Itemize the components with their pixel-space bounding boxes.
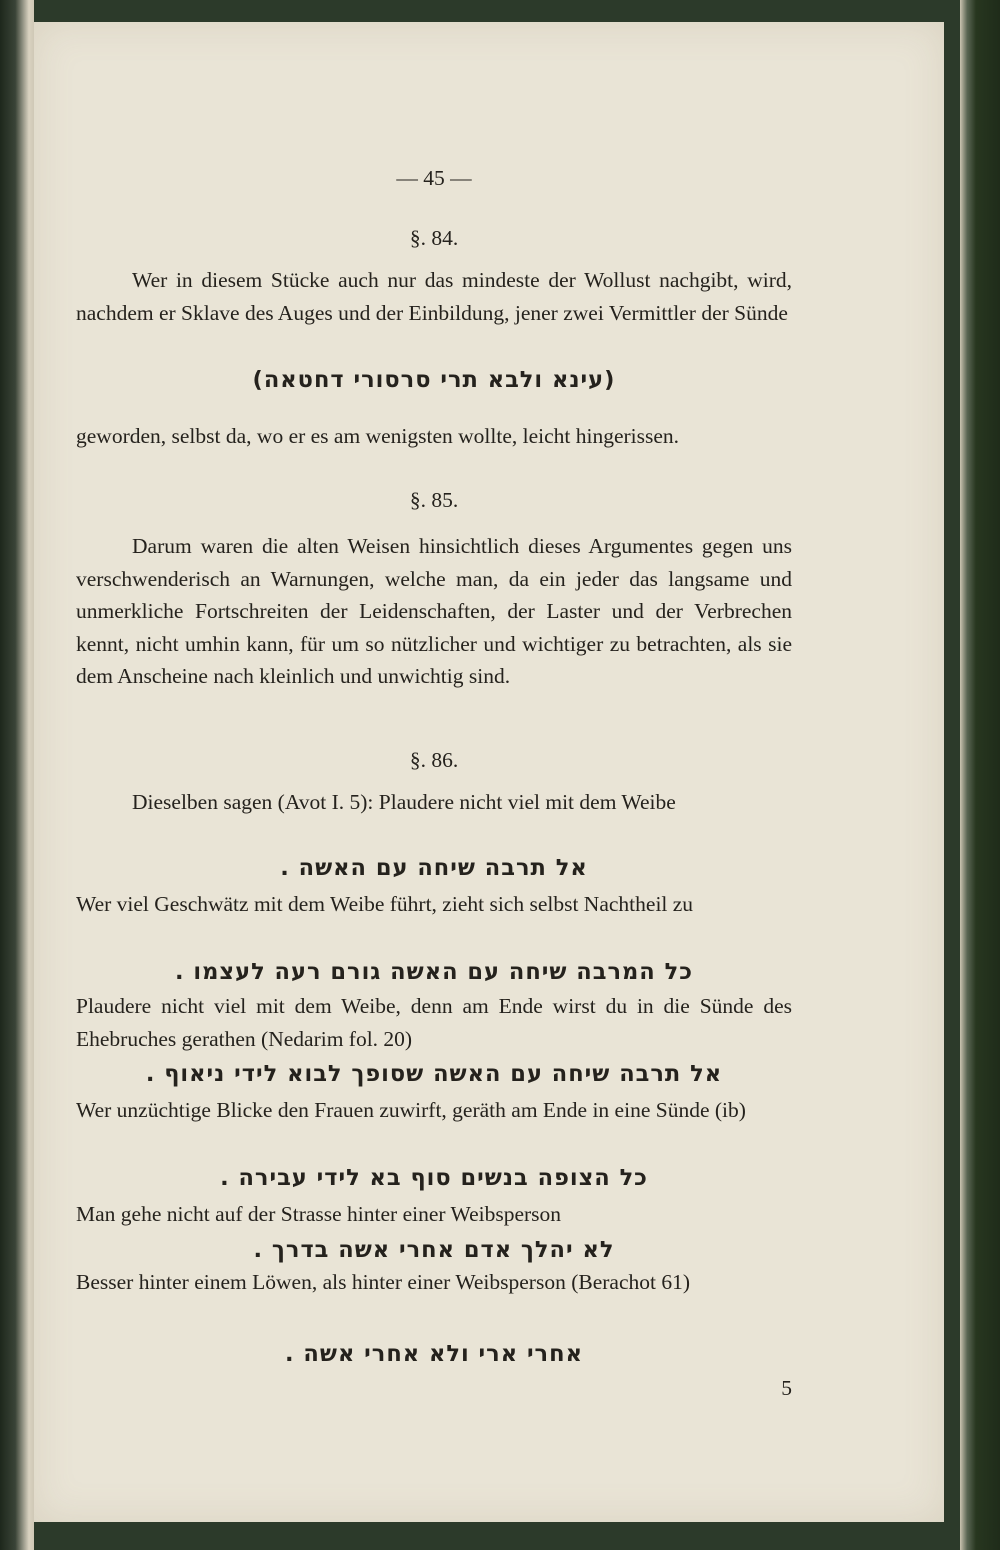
hebrew-quote-4: כל הצופה בנשים סוף בא לידי עבירה . — [220, 1165, 648, 1191]
hebrew-quote-1: אל תרבה שיחה עם האשה . — [280, 855, 588, 881]
book-spine-left — [0, 0, 34, 1550]
signature-mark: 5 — [781, 1376, 792, 1400]
hebrew-quote-6: אחרי ארי ולא אחרי אשה . — [285, 1341, 583, 1367]
section-84-hebrew-quote — [76, 364, 792, 397]
hebrew-quote-2: כל המרבה שיחה עם האשה גורם רעה לעצמו . — [175, 959, 693, 985]
translation-5: Besser hinter einem Löwen, als hinter einer Weibsperson (Berachot 61) — [76, 1270, 691, 1294]
book-cover-right — [960, 0, 1000, 1550]
page-number: — 45 — — [396, 166, 472, 190]
hebrew-quote-5: לא יהלך אדם אחרי אשה בדרך . — [253, 1237, 615, 1263]
section-heading-85: §. 85. — [409, 488, 459, 512]
translation-1: Wer viel Geschwätz mit dem Weibe führt, zieht sich selbst Nachtheil zu — [76, 892, 694, 916]
hebrew-quote-3: אל תרבה שיחה עם האשה שסופך לבוא לידי ניאוף . — [145, 1061, 723, 1087]
section-86-intro: Dieselben sagen (Avot I. 5): Plaudere nicht viel mit dem Weibe — [132, 790, 676, 814]
book-page — [34, 22, 944, 1522]
translation-4: Man gehe nicht auf der Strasse hinter einer Weibsperson — [76, 1202, 562, 1226]
section-heading-86: §. 86. — [409, 748, 459, 772]
section-84-paragraph-2: geworden, selbst da, wo er es am wenigsten wollte, leicht hingerissen. — [76, 424, 680, 448]
section-84-paragraph-1: Wer in diesem Stücke auch nur das mindeste der Wollust nachgibt, wird, nachdem er Sklave des Auges und der Einbildung, jener zwei Vermittler der Sünde — [76, 268, 792, 325]
translation-2: Plaudere nicht viel mit dem Weibe, denn am Ende wirst du in die Sünde des Ehebruches gerathen (Nedarim fol. 20) — [76, 994, 792, 1051]
section-85-paragraph: Darum waren die alten Weisen hinsichtlich dieses Argumentes gegen uns verschwenderisch an Warnungen, welche man, da ein jeder das langsame und unmerkliche Fortschreiten der Leidenschaften, der Laster und der Verbrechen kennt, nicht umhin kann, für um so nützlicher und wichtiger zu betrachten, als sie dem Anscheine nach kleinlich und unwichtig sind. — [76, 534, 792, 688]
section-heading-84: §. 84. — [409, 226, 459, 250]
translation-3: Wer unzüchtige Blicke den Frauen zuwirft, geräth am Ende in eine Sünde (ib) — [76, 1098, 746, 1122]
hebrew-quote-text: (עינא ולבא תרי סרסורי דחטאה) — [252, 367, 616, 393]
